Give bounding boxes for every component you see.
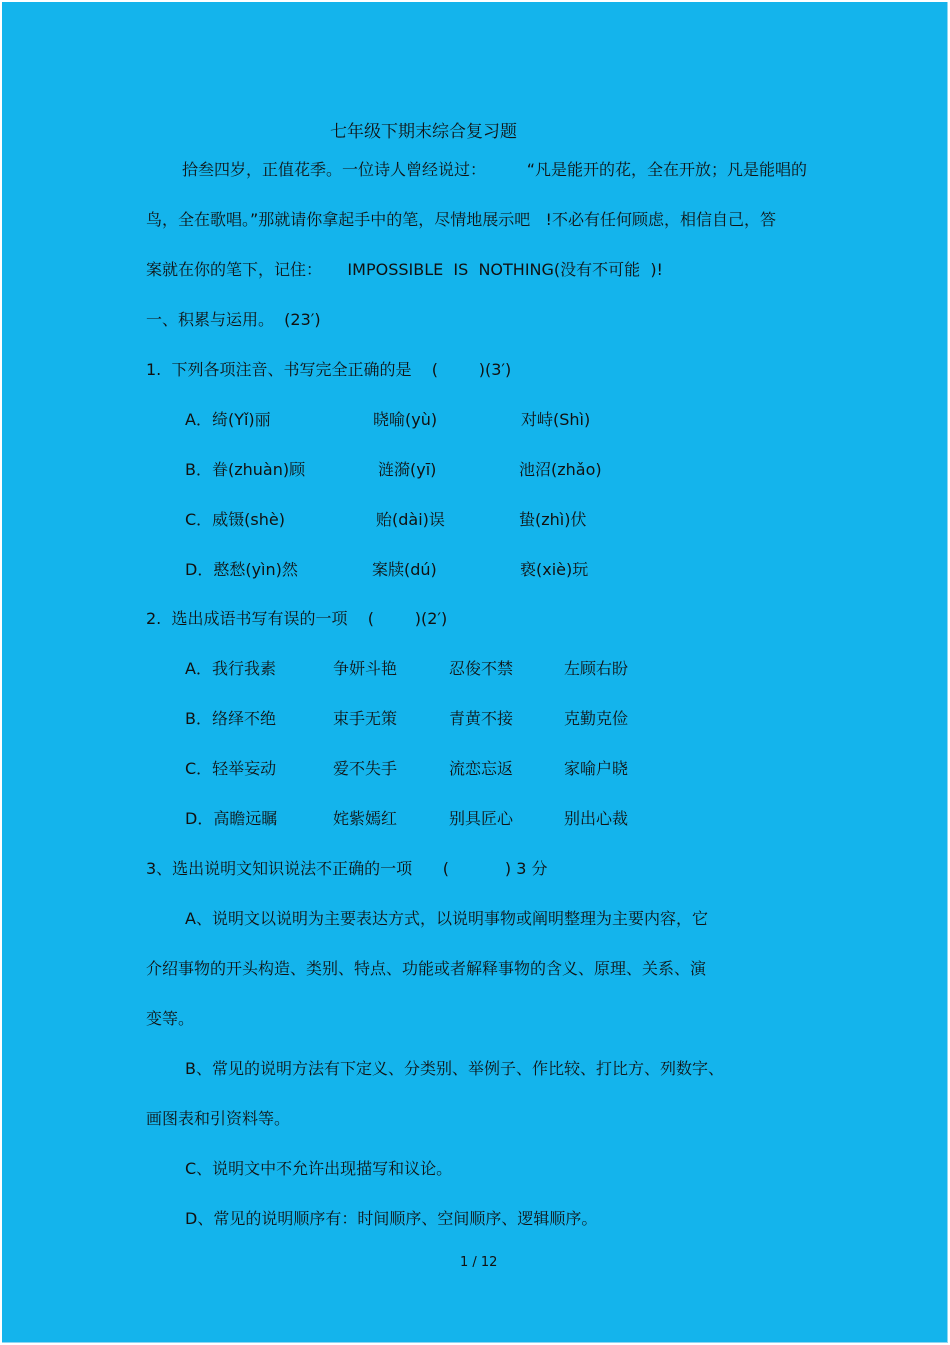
q2-option-b-idiom-2: 束手无策	[333, 709, 398, 728]
q3-option-b-line-1: B、常见的说明方法有下定义、分类别、举例子、作比较、打比方、列数字、	[185, 1059, 724, 1078]
q2-option-a-idiom-3: 忍俊不禁	[449, 659, 514, 678]
q1-option-d-word-2: 案牍(dú)	[372, 560, 437, 579]
q3-option-a-line-3: 变等。	[146, 1009, 195, 1028]
q2-option-c-idiom-4: 家喻户晓	[564, 759, 629, 778]
q1-option-c-word-2: 贻(dài)误	[376, 510, 445, 529]
q1-option-a-word-3: 对峙(Shì)	[521, 410, 591, 429]
intro-line-1: 拾叁四岁，正值花季。一位诗人曾经说过： “凡是能开的花，全在开放；凡是能唱的	[182, 160, 807, 179]
q2-option-b: B．络绎不绝	[185, 709, 276, 728]
q1-option-b-word-3: 池沼(zhǎo)	[519, 460, 602, 479]
q2-option-a-idiom-4: 左顾右盼	[564, 659, 629, 678]
q1-option-c-word-3: 蛰(zhì)伏	[519, 510, 587, 529]
q2-option-c-idiom-2: 爱不失手	[333, 759, 398, 778]
q2-option-c-idiom-3: 流恋忘返	[449, 759, 514, 778]
q2-option-a: A．我行我素	[185, 659, 276, 678]
q2-option-d-idiom-2: 姹紫嫣红	[333, 809, 398, 828]
doc-title: 七年级下期末综合复习题	[330, 122, 517, 142]
q1-option-c: C．威镊(shè)	[185, 510, 285, 529]
q3-option-b-line-2: 画图表和引资料等。	[146, 1109, 291, 1128]
q2-option-d-idiom-4: 别出心裁	[564, 809, 629, 828]
q2-option-c: C．轻举妄动	[185, 759, 277, 778]
q3-option-a-line-1: A、说明文以说明为主要表达方式，以说明事物或阐明整理为主要内容，它	[185, 909, 708, 928]
document-page	[2, 2, 948, 1343]
q1-option-d: D．憨愁(yìn)然	[185, 560, 298, 579]
question-2-stem: 2. 选出成语书写有误的一项 ( )(2′)	[146, 609, 448, 628]
section-heading: 一、积累与运用。 (23′)	[146, 310, 321, 329]
q2-option-d: D．高瞻远瞩	[185, 809, 278, 828]
intro-line-3: 案就在你的笔下，记住： IMPOSSIBLE IS NOTHING(没有不可能 )!	[146, 260, 663, 279]
intro-line-2: 鸟，全在歌唱。”那就请你拿起手中的笔，尽情地展示吧 !不必有任何顾虑，相信自己，答	[146, 210, 776, 229]
page-number: 1 / 12	[460, 1255, 498, 1270]
q1-option-b-word-2: 涟漪(yī)	[378, 460, 437, 479]
question-3-stem: 3、选出说明文知识说法不正确的一项 ( ) 3 分	[146, 859, 548, 878]
q2-option-b-idiom-4: 克勤克俭	[564, 709, 629, 728]
q2-option-a-idiom-2: 争妍斗艳	[333, 659, 398, 678]
q3-option-d: D、常见的说明顺序有：时间顺序、空间顺序、逻辑顺序。	[185, 1209, 598, 1228]
q3-option-c: C、说明文中不允许出现描写和议论。	[185, 1159, 453, 1178]
question-1-stem: 1. 下列各项注音、书写完全正确的是 ( )(3′)	[146, 360, 512, 379]
q1-option-a-word-2: 晓喻(yù)	[373, 410, 438, 429]
q1-option-b: B．眷(zhuàn)顾	[185, 460, 306, 479]
q1-option-a: A．绮(Yǐ)丽	[185, 410, 271, 429]
q3-option-a-line-2: 介绍事物的开头构造、类别、特点、功能或者解释事物的含义、原理、关系、演	[146, 959, 707, 978]
q2-option-b-idiom-3: 青黄不接	[449, 709, 514, 728]
q2-option-d-idiom-3: 别具匠心	[449, 809, 514, 828]
q1-option-d-word-3: 亵(xiè)玩	[520, 560, 589, 579]
